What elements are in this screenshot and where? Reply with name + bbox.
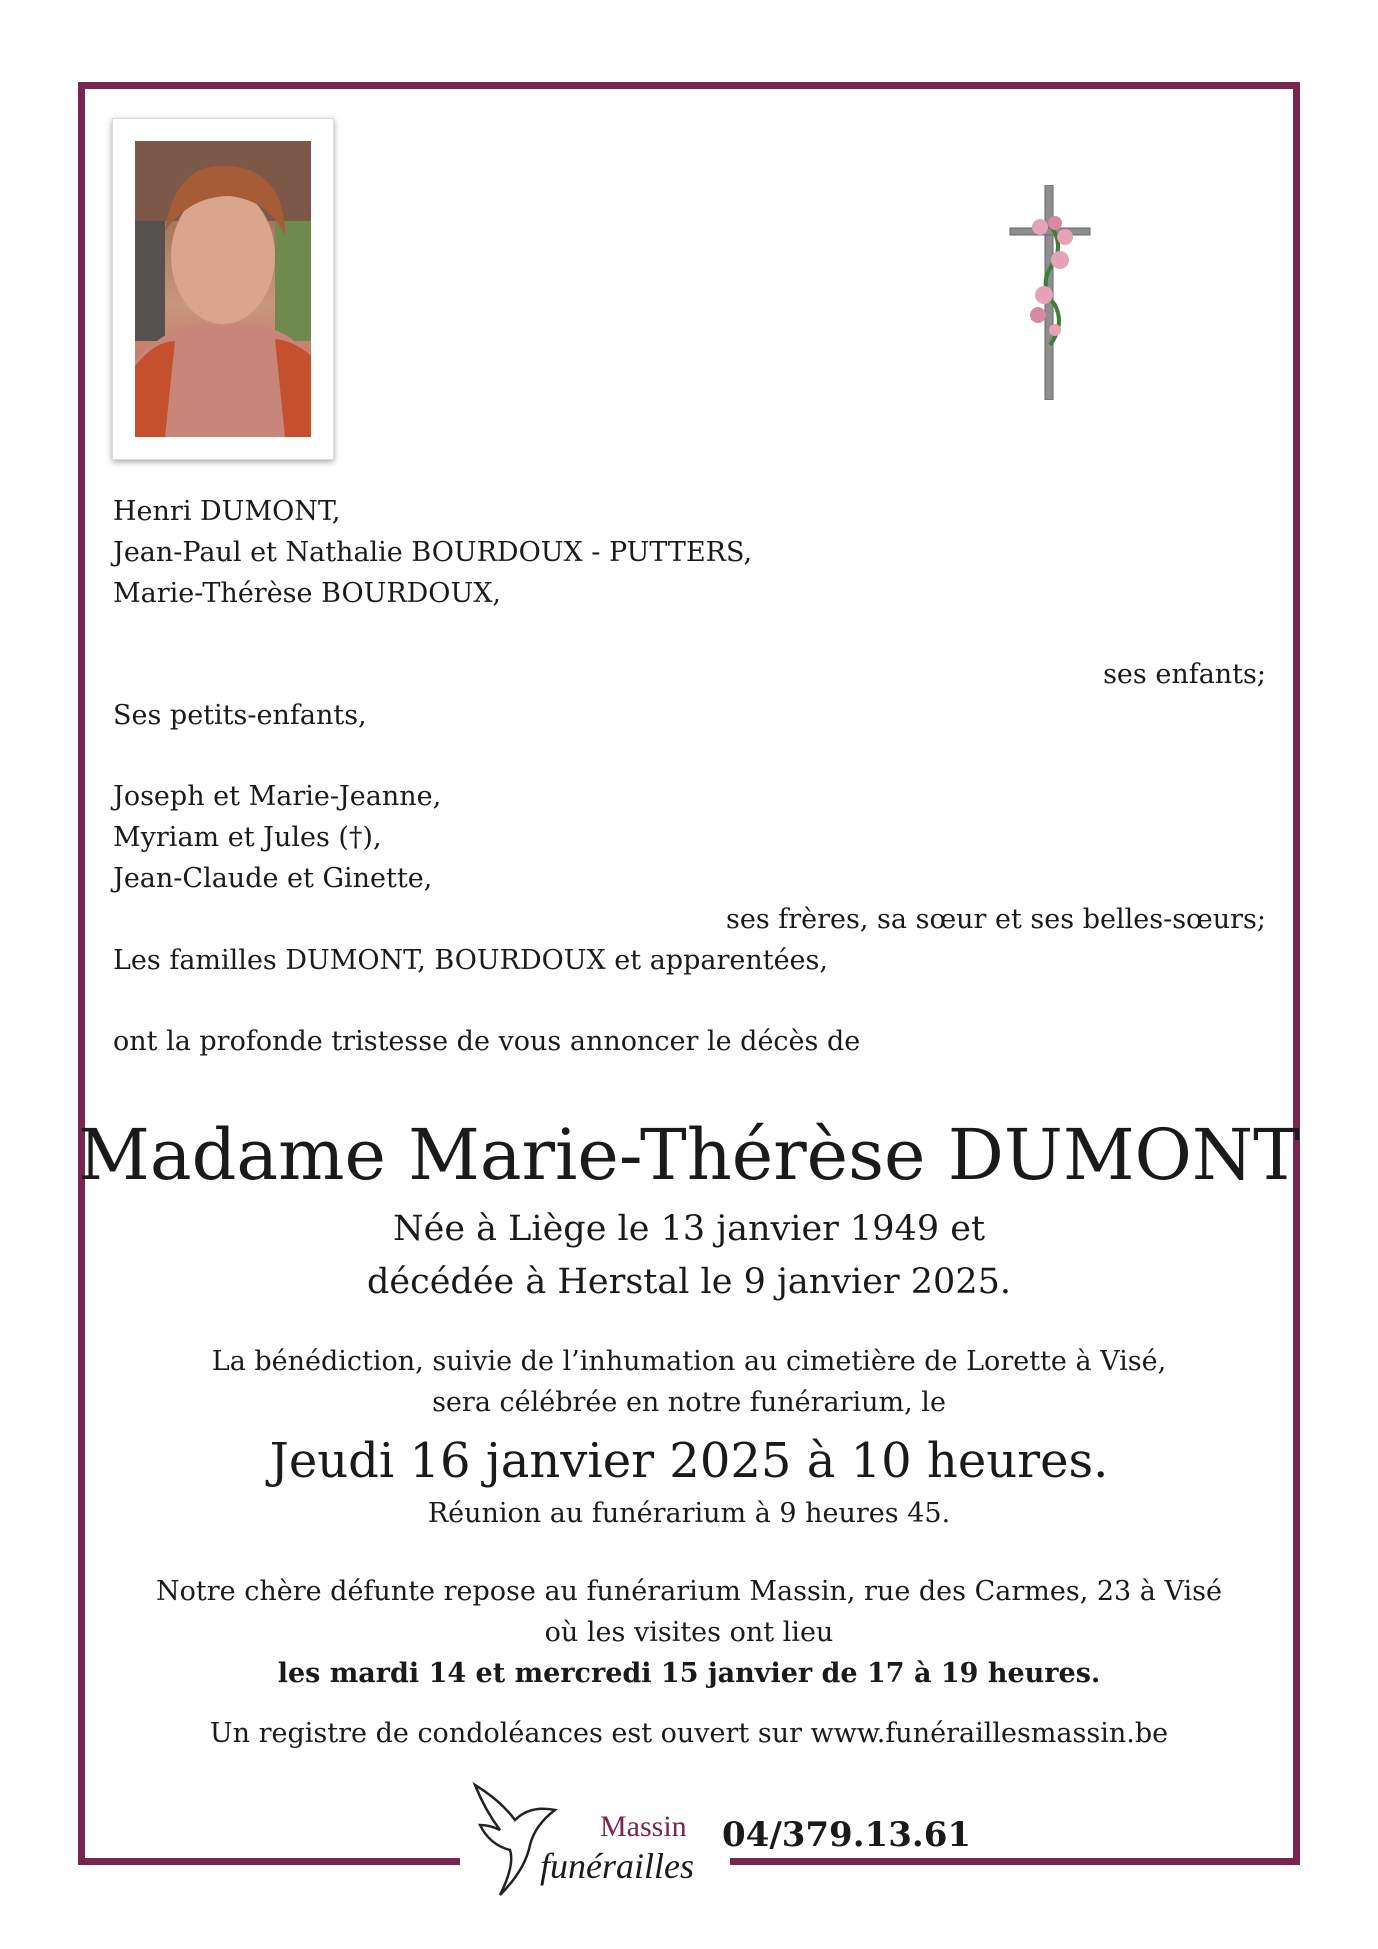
visits-line-2: où les visites ont lieu <box>544 1617 834 1648</box>
sibling-3: Jean-Claude et Ginette, <box>113 863 433 894</box>
portrait-photo-card <box>112 118 334 460</box>
siblings-role: ses frères, sa sœur et ses belles-sœurs; <box>726 904 1266 935</box>
phone-number: 04/379.13.61 <box>722 1815 972 1855</box>
ceremony-line-1: La bénédiction, suivie de l’inhumation au cimetière de Lorette à Visé, <box>211 1346 1167 1377</box>
logo-area <box>460 1770 730 1910</box>
child-3: Marie-Thérèse BOURDOUX, <box>113 578 502 609</box>
deceased-name: Madame Marie-Thérèse DUMONT <box>78 1114 1300 1196</box>
ceremony-date: Jeudi 16 janvier 2025 à 10 heures. <box>269 1433 1109 1489</box>
child-2: Jean-Paul et Nathalie BOURDOUX - PUTTERS, <box>113 537 753 568</box>
birth-line: Née à Liège le 13 janvier 1949 et <box>392 1209 986 1249</box>
condolences-line: Un registre de condoléances est ouvert sur www.funéraillesmassin.be <box>209 1718 1169 1749</box>
children-role: ses enfants; <box>1103 659 1266 690</box>
sibling-1: Joseph et Marie-Jeanne, <box>113 781 442 812</box>
cross-with-roses-icon <box>1000 185 1100 400</box>
visits-dates: les mardi 14 et mercredi 15 janvier de 17 à 19 heures. <box>277 1658 1101 1689</box>
visits-line-1: Notre chère défunte repose au funérarium Massin, rue des Carmes, 23 à Visé <box>156 1576 1222 1607</box>
announcement-line: ont la profonde tristesse de vous annoncer le décès de <box>113 1026 861 1057</box>
dove-icon <box>460 1770 580 1910</box>
brand-funerailles: funérailles <box>540 1846 694 1886</box>
child-1: Henri DUMONT, <box>113 496 341 527</box>
death-line: décédée à Herstal le 9 janvier 2025. <box>367 1262 1011 1302</box>
grandchildren-line: Ses petits-enfants, <box>113 700 367 731</box>
portrait-photo <box>135 141 311 437</box>
sibling-2: Myriam et Jules (†), <box>113 822 382 853</box>
meeting-line: Réunion au funérarium à 9 heures 45. <box>427 1498 951 1529</box>
families-line: Les familles DUMONT, BOURDOUX et apparentées, <box>113 945 828 976</box>
ceremony-line-2: sera célébrée en notre funérarium, le <box>432 1387 946 1418</box>
brand-massin: Massin <box>600 1810 687 1843</box>
